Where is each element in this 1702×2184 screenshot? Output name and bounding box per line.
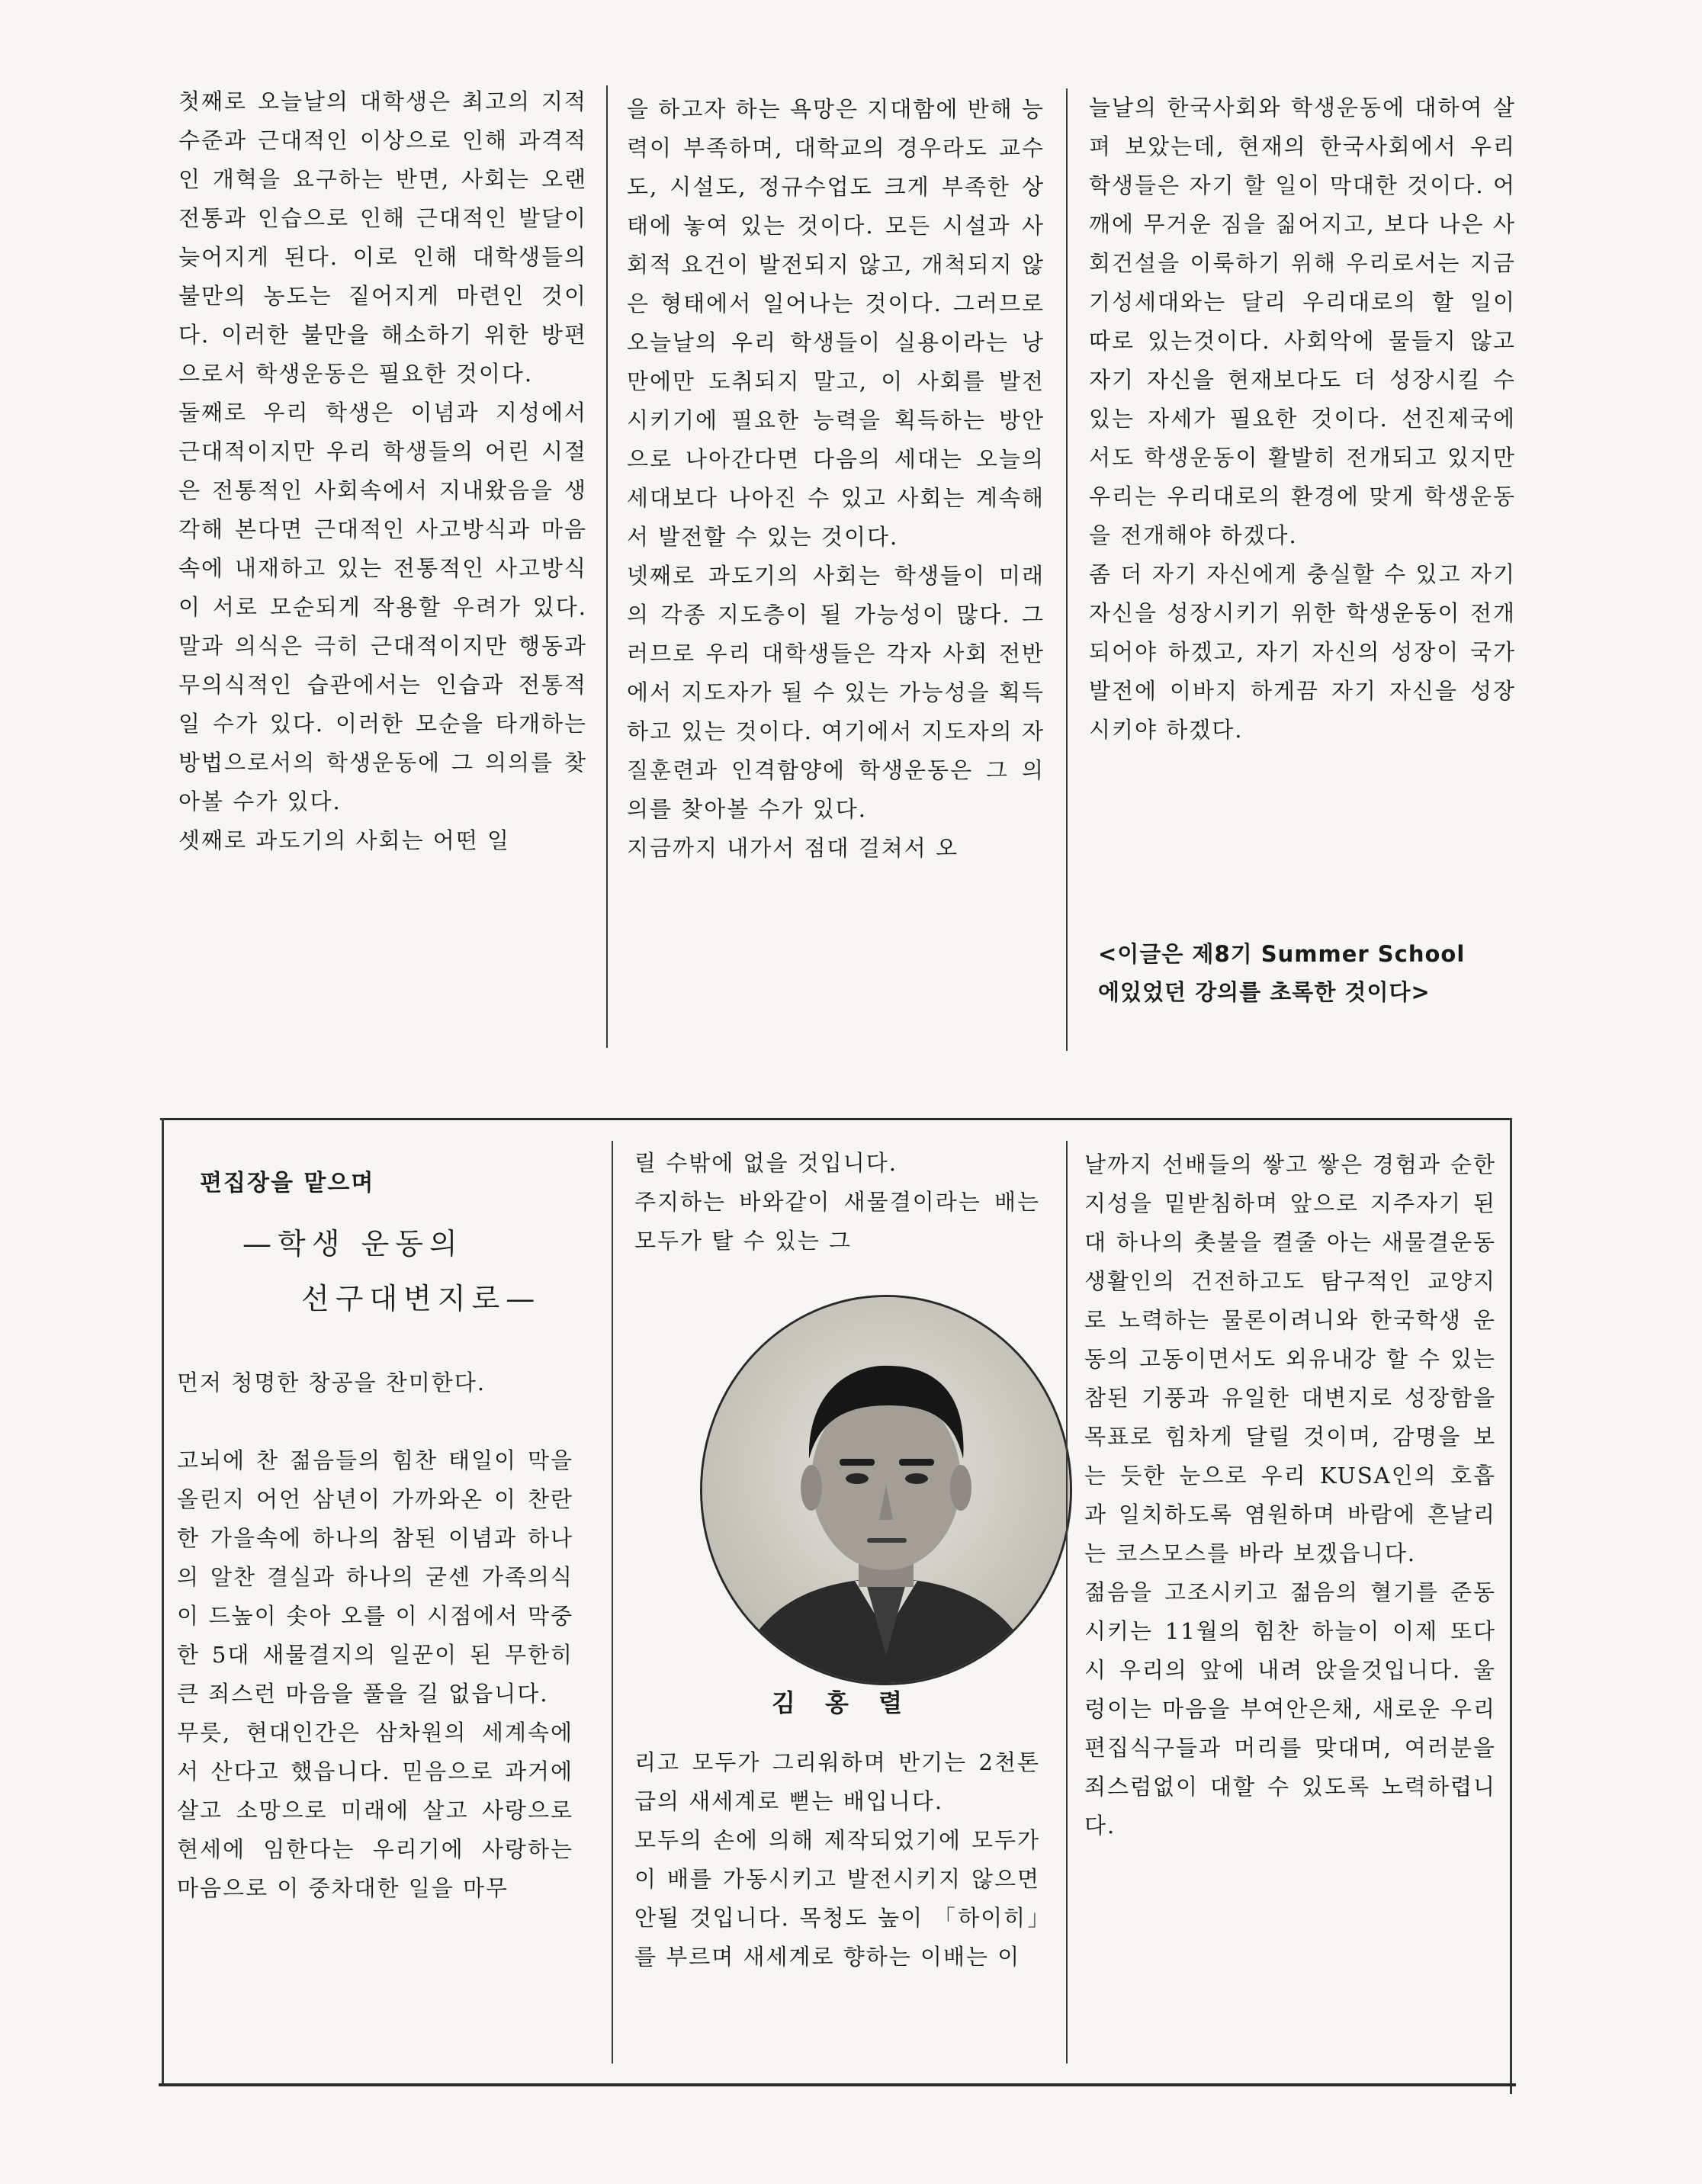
editorial-subtitle-line-1: —학생 운동의 <box>242 1227 464 1261</box>
editorial-column-1: 먼저 청명한 창공을 찬미한다. 고뇌에 찬 젊음들의 힘찬 태일이 막을 올린지 어언 삼년이 가까와온 이 찬란한 가을속에 하나의 참된 이념과 하나의 알찬 결실과 하나의 굳센 가족의식이 드높이 솟아 오를 이 시점에서 막중한 5대 새물결지의 일꾼이 된 무한히 큰 죄스런 마음을 풀을 길 없읍니다. 무릇, 현대인간은 삼차원의 세계속에서 산다고 했읍니다. 믿음으로 과거에 살고 소망으로 미래에 살고 사랑으로 현세에 임한다는 우리기에 사랑하는 마음으로 이 중차대한 일을 마무 <box>177 1370 573 1901</box>
portrait-photo <box>700 1295 1072 1685</box>
column-divider <box>1066 1141 1068 2064</box>
column-divider <box>612 1141 613 2064</box>
column-divider <box>606 85 608 1048</box>
editorial-column-2-top: 릴 수밖에 없을 것입니다. 주지하는 바와같이 새물결이라는 배는 모두가 탈 수 있는 그 <box>634 1150 1040 1254</box>
top-article-column-1: 첫째로 오늘날의 대학생은 최고의 지적 수준과 근대적인 이상으로 인해 과격적인 개혁을 요구하는 반면, 사회는 오랜 전통과 인습으로 인해 근대적인 발달이 늦어지게 된다. 이로 인해 대학생들의 불만의 농도는 짙어지게 마련인 것이다. 이러한 불만을 해소하기 위한 방편으로서 학생운동은 필요한 것이다. 둘째로 우리 학생은 이념과 지성에서 근대적이지만 우리 학생들의 어린 시절은 전통적인 사회속에서 지내왔음을 생각해 본다면 근대적인 사고방식과 마음속에 내재하고 있는 전통적인 사고방식이 서로 모순되게 작용할 우려가 있다. 말과 의식은 극히 근대적이지만 행동과 무의식적인 습관에서는 인습과 전통적일 수가 있다. 이러한 모순을 타개하는 방법으로서의 학생운동에 그 의의를 찾아볼 수가 있다. 셋째로 과도기의 사회는 어떤 일 <box>178 88 587 853</box>
editorial-subtitle-line-2: 선구대변지로— <box>301 1282 541 1315</box>
editorial-right-rule <box>1510 1118 1512 2094</box>
portrait-caption: 김 홍 렬 <box>772 1688 914 1717</box>
editorial-column-3: 날까지 선배들의 쌓고 쌓은 경험과 순한 지성을 밑받침하며 앞으로 지주자기 된대 하나의 촛불을 켤줄 아는 새물결운동 생활인의 건전하고도 탐구적인 교양지로 노력하는 물론이려니와 한국학생 운동의 고동이면서도 외유내강 할 수 있는 참된 기풍과 유일한 대변지로 성장함을 목표로 힘차게 달릴 것이며, 감명을 보는 듯한 눈으로 우리 KUSA인의 호흡과 일치하도록 염원하며 바람에 흔날리는 코스모스를 바라 보겠읍니다. 젊음을 고조시키고 젊음의 혈기를 준동시키는 11월의 힘찬 하늘이 이제 또다시 우리의 앞에 내려 앉을것입니다. 울렁이는 마음을 부여안은채, 새로운 우리 편집식구들과 머리를 맞대며, 여러분을 죄스럼없이 대할 수 있도록 노력하렵니다. <box>1084 1151 1496 1839</box>
column-divider <box>1066 88 1068 1051</box>
source-note <box>1098 935 1540 1011</box>
editorial-column-2-bottom: 리고 모두가 그리워하며 반기는 2천톤급의 새세계로 뻗는 배입니다. 모두의 손에 의해 제작되었기에 모두가 이 배를 가동시키고 발전시키지 않으면 안될 것입니다. 목청도 높이 「하이히」를 부르며 새세계로 향하는 이배는 이 <box>634 1749 1040 1970</box>
portrait-illustration <box>702 1297 1070 1683</box>
source-note-line-2: 에있었던 강의를 초록한 것이다> <box>1098 979 1431 1005</box>
editorial-heading: 편집장을 맡으며 <box>200 1170 375 1196</box>
editorial-top-rule <box>160 1118 1511 1120</box>
top-article-column-3: 늘날의 한국사회와 학생운동에 대하여 살펴 보았는데, 현재의 한국사회에서 우리 학생들은 자기 할 일이 막대한 것이다. 어깨에 무거운 짐을 짊어지고, 보다 나은 사회건설을 이룩하기 위해 우리로서는 지금 기성세대와는 달리 우리대로의 할 일이 따로 있는것이다. 사회악에 물들지 않고 자기 자신을 현재보다도 더 성장시킬 수 있는 자세가 필요한 것이다. 선진제국에서도 학생운동이 활발히 전개되고 있지만 우리는 우리대로의 환경에 맞게 학생운동을 전개해야 하겠다. 좀 더 자기 자신에게 충실할 수 있고 자기 자신을 성장시키기 위한 학생운동이 전개되어야 하겠고, 자기 자신의 성장이 국가 발전에 이바지 하게끔 자기 자신을 성장시키야 하겠다. <box>1089 95 1516 743</box>
editorial-left-rule <box>162 1118 164 2085</box>
source-note-line-1: <이글은 제8기 Summer School <box>1098 941 1466 967</box>
editorial-bottom-rule <box>159 2083 1516 2086</box>
top-article-column-2: 을 하고자 하는 욕망은 지대함에 반해 능력이 부족하며, 대학교의 경우라도 교수도, 시설도, 정규수업도 크게 부족한 상태에 놓여 있는 것이다. 모든 시설과 사회적 요건이 발전되지 않고, 개척되지 않은 형태에서 일어나는 것이다. 그러므로 오늘날의 우리 학생들이 실용이라는 낭만에만 도취되지 말고, 이 사회를 발전 시키기에 필요한 능력을 획득하는 방안으로 나아간다면 다음의 세대는 오늘의 세대보다 나아진 수 있고 사회는 계속해서 발전할 수 있는 것이다. 넷째로 과도기의 사회는 학생들이 미래의 각종 지도층이 될 가능성이 많다. 그러므로 우리 대학생들은 각자 사회 전반에서 지도자가 될 수 있는 가능성을 획득하고 있는 것이다. 여기에서 지도자의 자질훈련과 인격함양에 학생운동은 그 의의를 찾아볼 수가 있다. 지금까지 내가서 점대 걸쳐서 오 <box>627 96 1045 861</box>
